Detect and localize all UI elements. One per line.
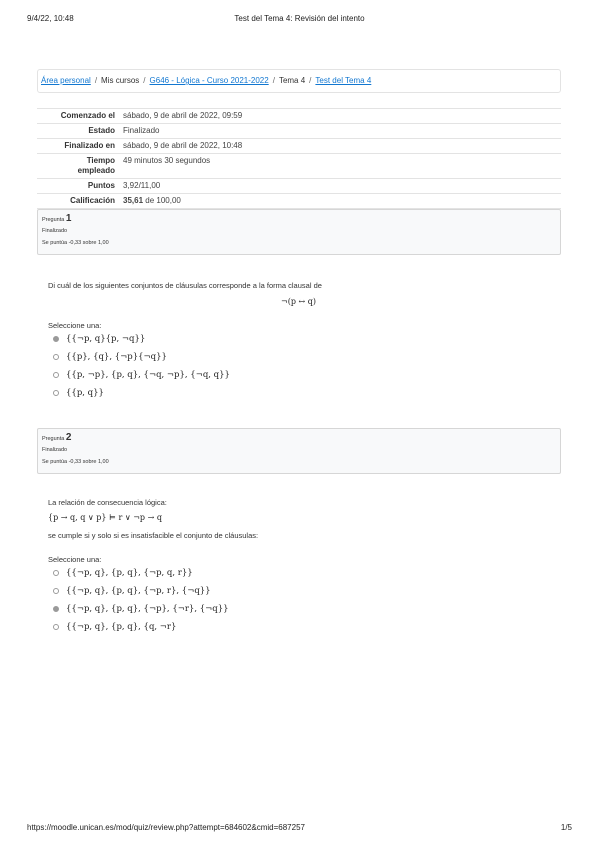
started-label: Comenzado el (37, 109, 120, 124)
radio[interactable] (53, 588, 59, 594)
breadcrumb-quiz-link[interactable]: Test del Tema 4 (315, 76, 372, 85)
radio[interactable] (53, 390, 59, 396)
attempt-summary-table (37, 108, 561, 209)
grade-number: 35,61 (123, 196, 144, 205)
finished-value: sábado, 9 de abril de 2022, 10:48 (120, 139, 561, 154)
question-1-option[interactable] (53, 352, 167, 362)
question-2-option[interactable] (53, 604, 229, 614)
summary-row-finished (37, 139, 561, 154)
question-1-option[interactable] (53, 388, 104, 398)
question-1-select-label: Seleccione una: (48, 321, 102, 330)
radio[interactable] (53, 570, 59, 576)
state-label: Estado (37, 124, 120, 139)
breadcrumb (37, 69, 561, 93)
option-text: {{p, ¬p}, {p, q}, {¬q, ¬p}, {¬q, q}} (66, 370, 230, 380)
breadcrumb-separator: / (309, 76, 312, 85)
finished-label: Finalizado en (37, 139, 120, 154)
points-label: Puntos (37, 179, 120, 194)
question-state: Finalizado (42, 228, 68, 234)
started-value: sábado, 9 de abril de 2022, 09:59 (120, 109, 561, 124)
question-2-option[interactable] (53, 622, 176, 632)
print-datetime: 9/4/22, 10:48 (27, 14, 74, 23)
question-2-text: La relación de consecuencia lógica: (48, 498, 167, 507)
question-prefix: Pregunta (42, 436, 66, 442)
question-state: Finalizado (42, 447, 68, 453)
breadcrumb-separator: / (143, 76, 146, 85)
print-title: Test del Tema 4: Revisión del intento (234, 14, 365, 23)
radio-selected[interactable] (53, 336, 59, 342)
question-2-select-label: Seleccione una: (48, 555, 102, 564)
print-url: https://moodle.unican.es/mod/quiz/review.php?attempt=684602&cmid=687257 (27, 823, 305, 832)
radio[interactable] (53, 372, 59, 378)
question-1-option[interactable] (53, 334, 145, 344)
question-1-formula: ¬(p ↔ q) (281, 297, 316, 306)
time-label-line-2: empleado (77, 166, 115, 175)
breadcrumb-courses: Mis cursos (101, 76, 140, 85)
points-value: 3,92/11,00 (120, 179, 561, 194)
option-text: {{p}, {q}, {¬p}{¬q}} (66, 352, 167, 362)
breadcrumb-separator: / (94, 76, 98, 85)
question-1-info (37, 209, 561, 255)
question-1-text: Di cuál de los siguientes conjuntos de cláusulas corresponde a la forma clausal de (48, 281, 322, 290)
question-2-option[interactable] (53, 568, 193, 578)
option-text: {{¬p, q}, {p, q}, {¬p}, {¬r}, {¬q}} (66, 604, 229, 614)
print-page-number: 1/5 (560, 823, 572, 832)
radio[interactable] (53, 354, 59, 360)
question-1-option[interactable] (53, 370, 230, 380)
question-number-value: 1 (65, 213, 72, 224)
breadcrumb-separator: / (272, 76, 275, 85)
time-label (37, 154, 120, 179)
option-text: {{¬p, q}, {p, q}, {¬p, q, r}} (66, 568, 193, 578)
question-prefix: Pregunta (42, 217, 66, 223)
time-value: 49 minutos 30 segundos (120, 154, 561, 179)
question-2-info (37, 428, 561, 474)
question-grade: Se puntúa -0,33 sobre 1,00 (42, 459, 109, 465)
radio-selected[interactable] (53, 606, 59, 612)
grade-label: Calificación (37, 194, 120, 209)
option-text: {{¬p, q}, {p, q}, {q, ¬r} (66, 622, 177, 632)
summary-row-grade (37, 194, 561, 209)
state-value: Finalizado (120, 124, 561, 139)
option-text: {{p, q}} (66, 388, 104, 398)
question-2-option[interactable] (53, 586, 211, 596)
question-grade: Se puntúa -0,33 sobre 1,00 (42, 240, 109, 246)
time-label-line-1: Tiempo (86, 156, 115, 165)
question-number (42, 213, 556, 224)
question-2-text-2: se cumple si y solo si es insatisfacible el conjunto de cláusulas: (48, 531, 259, 540)
option-text: {{¬p, q}{p, ¬q}} (66, 334, 146, 344)
summary-row-points (37, 179, 561, 194)
summary-row-state (37, 124, 561, 139)
breadcrumb-topic: Tema 4 (278, 76, 306, 85)
radio[interactable] (53, 624, 59, 630)
grade-value (120, 194, 561, 209)
grade-rest: de 100,00 (143, 196, 181, 205)
question-number-value: 2 (65, 432, 72, 443)
question-2-formula: {p → q, q ∨ p} ⊨ r ∨ ¬p → q (48, 513, 162, 522)
option-text: {{¬p, q}, {p, q}, {¬p, r}, {¬q}} (66, 586, 211, 596)
breadcrumb-course-link[interactable]: G646 - Lógica - Curso 2021-2022 (149, 76, 269, 85)
question-number (42, 432, 556, 443)
breadcrumb-home-link[interactable]: Área personal (41, 76, 91, 85)
summary-row-started (37, 109, 561, 124)
summary-row-time (37, 154, 561, 179)
